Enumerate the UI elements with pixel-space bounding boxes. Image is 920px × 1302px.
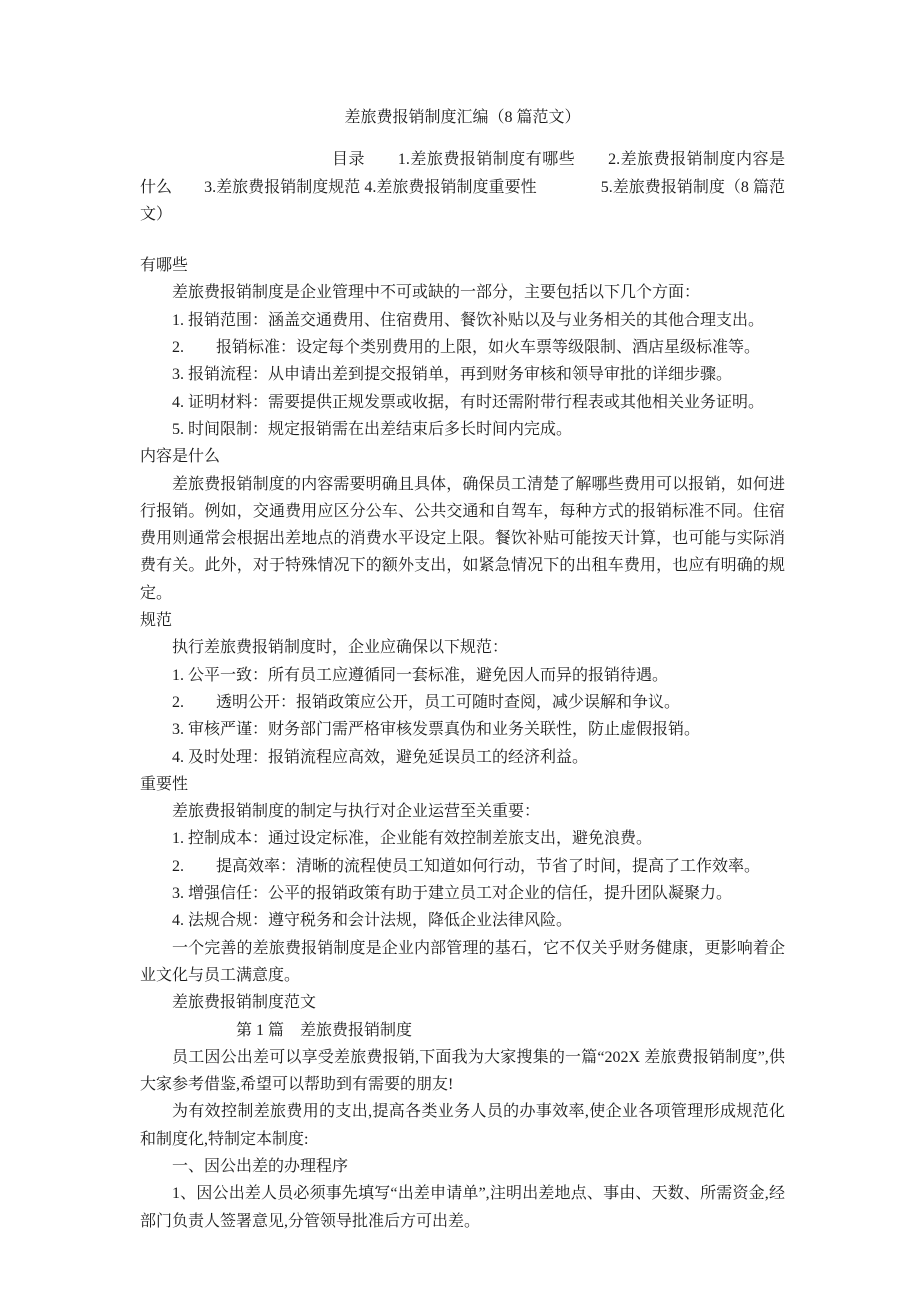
paragraph: 执行差旅费报销制度时，企业应确保以下规范： [172, 639, 509, 657]
paragraph: 员工因公出差可以享受差旅费报销,下面我为大家搜集的一篇“202X 差旅费报销制度”,供大家参考借鉴,希望可以帮助到有需要的朋友! [140, 1048, 785, 1094]
list-item: 4. 证明材料：需要提供正规发票或收据，有时还需附带行程表或其他相关业务证明。 [172, 393, 765, 411]
section-heading: 内容是什么 [140, 448, 221, 466]
list-item: 3. 增强信任：公平的报销政策有助于建立员工对企业的信任，提升团队凝聚力。 [172, 885, 733, 903]
paragraph: 一个完善的差旅费报销制度是企业内部管理的基石，它不仅关乎财务健康，更影响着企业文化与员工满意度。 [140, 939, 785, 984]
list-item: 4. 及时处理：报销流程应高效，避免延误员工的经济利益。 [172, 748, 589, 766]
paragraph: 为有效控制差旅费用的支出,提高各类业务人员的办事效率,使企业各项管理形成规范化和制度化,特制定本制度: [140, 1103, 785, 1148]
paragraph: 差旅费报销制度的制定与执行对企业运营至关重要： [172, 803, 541, 821]
list-item: 2. 透明公开：报销政策应公开，员工可随时查阅，减少误解和争议。 [172, 693, 681, 711]
section-heading: 规范 [140, 612, 173, 630]
list-item: 3. 审核严谨：财务部门需严格审核发票真伪和业务关联性，防止虚假报销。 [172, 721, 701, 739]
list-item: 5. 时间限制：规定报销需在出差结束后多长时间内完成。 [172, 420, 573, 438]
section-heading: 重要性 [140, 775, 189, 793]
chapter-heading: 第 1 篇 差旅费报销制度 [236, 1021, 413, 1039]
section-heading: 有哪些 [140, 257, 189, 275]
list-item: 2. 报销标准：设定每个类别费用的上限，如火车票等级限制、酒店星级标准等。 [172, 339, 761, 357]
paragraph: 1、因公出差人员必须事先填写“出差申请单”,注明出差地点、事由、天数、所需资金,经部门负责人签署意见,分管领导批准后方可出差。 [140, 1185, 785, 1230]
paragraph: 一、因公出差的办理程序 [172, 1157, 349, 1175]
list-item: 1. 报销范围：涵盖交通费用、住宿费用、餐饮补贴以及与业务相关的其他合理支出。 [172, 311, 765, 329]
paragraph: 差旅费报销制度是企业管理中不可或缺的一部分，主要包括以下几个方面： [172, 284, 701, 302]
paragraph: 差旅费报销制度的内容需要明确且具体，确保员工清楚了解哪些费用可以报销，如何进行报销。例如，交通费用应区分公车、公共交通和自驾车，每种方式的报销标准不同。住宿费用则通常会根据出差地点的消费水平设定上限。餐饮补贴可能按天计算，也可能与实际消费有关。此外，对于特殊情况下的额外支出，如紧急情况下的出租车费用，也应有明确的规定。 [140, 475, 785, 602]
list-item: 1. 控制成本：通过设定标准，企业能有效控制差旅支出，避免浪费。 [172, 830, 653, 848]
list-item: 3. 报销流程：从申请出差到提交报销单，再到财务审核和领导审批的详细步骤。 [172, 366, 733, 384]
list-item: 4. 法规合规：遵守税务和会计法规，降低企业法律风险。 [172, 912, 573, 930]
list-item: 2. 提高效率：清晰的流程使员工知道如何行动，节省了时间，提高了工作效率。 [172, 857, 761, 875]
document-title: 差旅费报销制度汇编（8 篇范文） [344, 109, 581, 126]
paragraph: 差旅费报销制度范文 [172, 994, 317, 1012]
table-of-contents: 目录 1.差旅费报销制度有哪些 2.差旅费报销制度内容是什么 3.差旅费报销制度规范 4.差旅费报销制度重要性 5.差旅费报销制度（8 篇范文） [140, 151, 785, 223]
list-item: 1. 公平一致：所有员工应遵循同一套标准，避免因人而异的报销待遇。 [172, 666, 669, 684]
